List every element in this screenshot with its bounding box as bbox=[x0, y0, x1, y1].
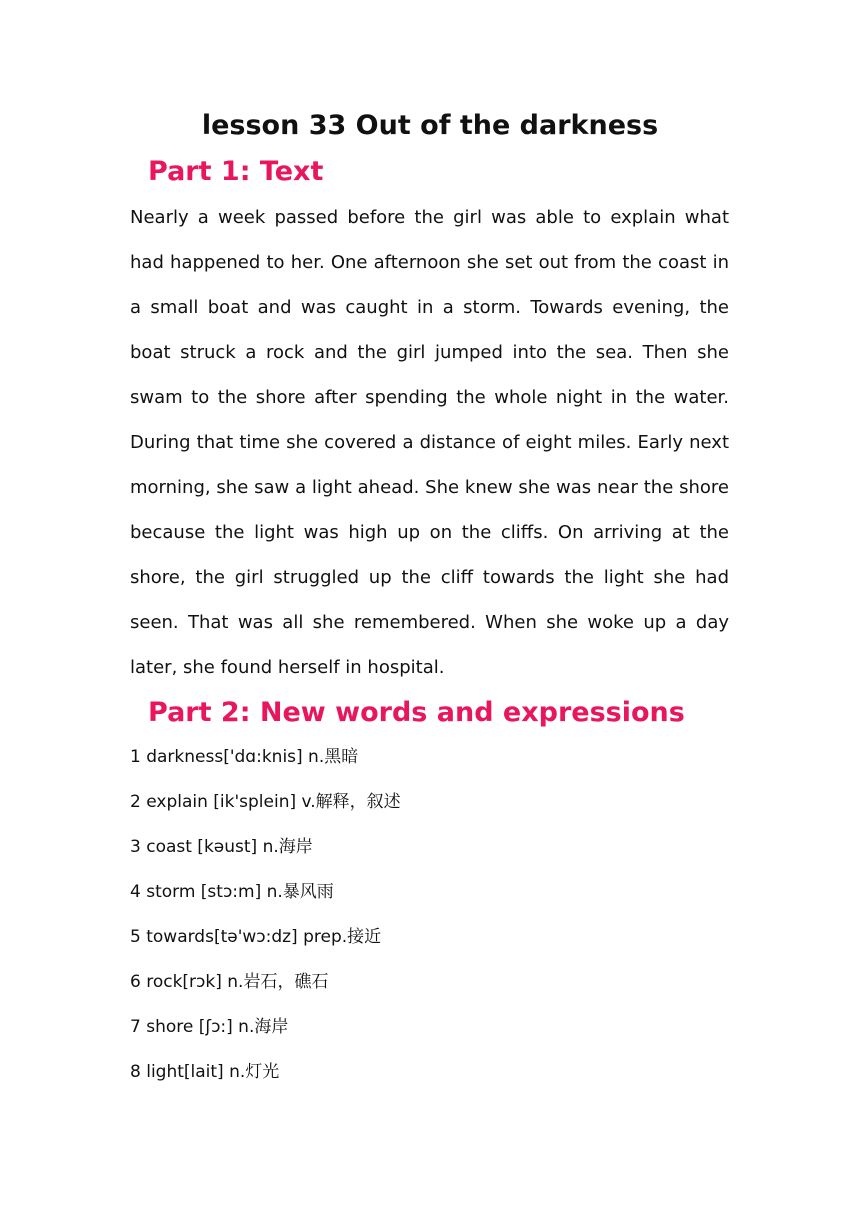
vocabulary-item: 5 towards[tə'wɔ:dz] prep.接近 bbox=[130, 927, 382, 947]
vocabulary-item: 7 shore [ʃɔ:] n.海岸 bbox=[130, 1017, 289, 1037]
part1-heading: Part 1: Text bbox=[148, 156, 324, 187]
vocabulary-item: 6 rock[rɔk] n.岩石，礁石 bbox=[130, 972, 329, 992]
vocabulary-list bbox=[130, 735, 730, 1095]
vocabulary-item: 1 darkness['dɑ:knis] n.黑暗 bbox=[130, 747, 359, 767]
vocabulary-item: 2 explain [ik'splein] v.解释，叙述 bbox=[130, 792, 401, 812]
vocabulary-item: 8 light[lait] n.灯光 bbox=[130, 1062, 280, 1082]
document-title: lesson 33 Out of the darkness bbox=[201, 110, 659, 141]
part1-text: Nearly a week passed before the girl was able to explain what had happened to her. One afternoon she set out from the coast in a small boat and was caught in a storm. Towards evening, the boat struck a rock and the girl jumped into the sea. Then she swam to the shore after spending the whole night in the water. During that time she covered a distance of eight miles. Early next morning, she saw a light ahead. She knew she was near the shore because the light was high up on the cliffs. On arriving at the shore, the girl struggled up the cliff towards the light she had seen. That was all she remembered. When she woke up a day later, she found herself in hospital. bbox=[130, 207, 729, 678]
part2-heading: Part 2: New words and expressions bbox=[148, 697, 685, 728]
vocabulary-item: 4 storm [stɔ:m] n.暴风雨 bbox=[130, 882, 334, 902]
vocabulary-item: 3 coast [kəust] n.海岸 bbox=[130, 837, 313, 857]
